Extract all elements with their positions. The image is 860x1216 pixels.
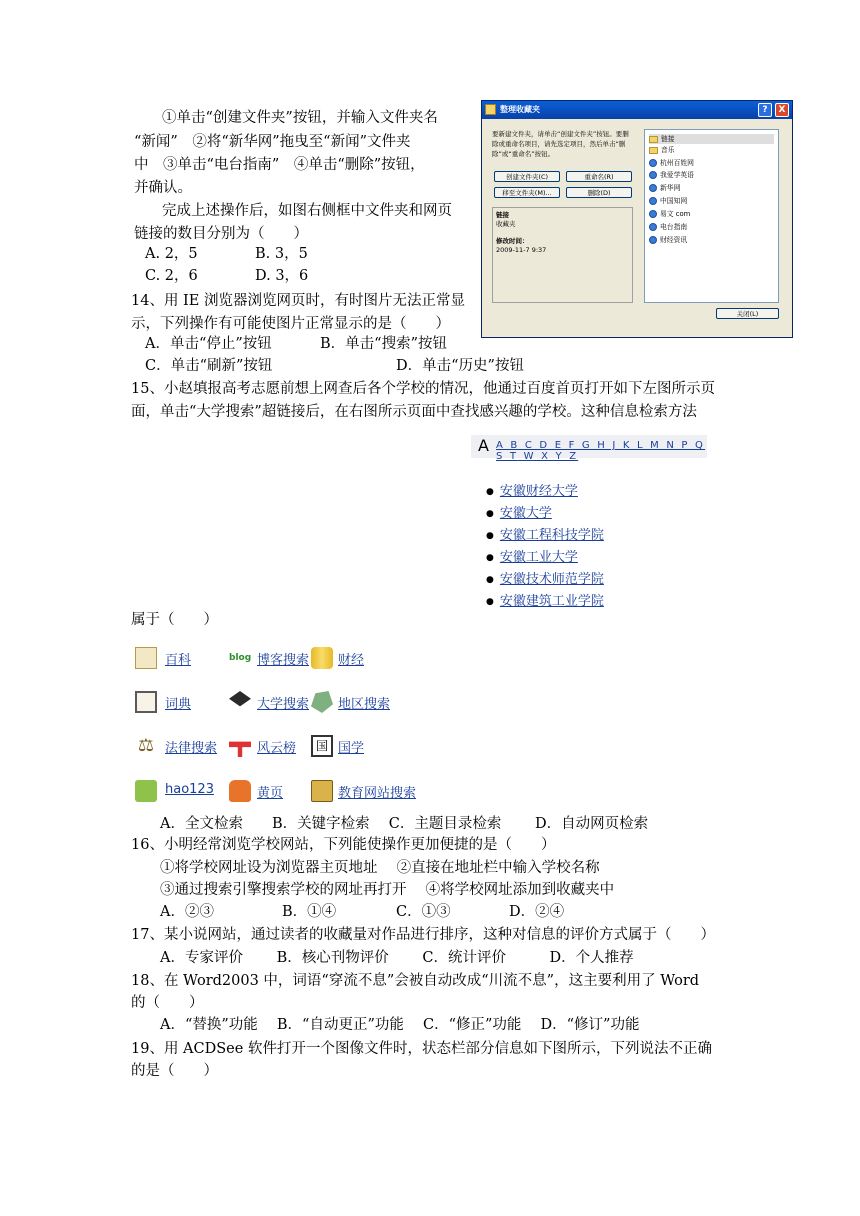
blog-icon: blog — [229, 653, 252, 663]
q13-line-1: ①单击“创建文件夹”按钮，并输入文件夹名 — [162, 110, 438, 126]
dialog-title-bar — [482, 101, 792, 119]
q17-options: A．专家评价 B．核心刊物评价 C．统计评价 D．个人推荐 — [160, 950, 634, 966]
folder-icon — [649, 147, 658, 154]
q18-stem-2: 的（ ） — [131, 995, 204, 1011]
q16-line-2: ③通过搜索引擎搜索学校的网址再打开 ④将学校网址添加到收藏夹中 — [160, 882, 615, 898]
folder-icon — [485, 104, 496, 115]
q16-option-d: D．②④ — [509, 904, 565, 920]
guoxue-icon: 国 — [311, 735, 333, 757]
alphabet-letter-links[interactable]: A B C D E F G H J K L M N P Q S T W X Y Z — [496, 440, 706, 462]
move-to-folder-button[interactable]: 移至文件夹(M)... — [494, 187, 560, 198]
university-link[interactable]: ● 安徽工程科技学院 — [486, 528, 604, 543]
coins-icon — [311, 647, 333, 669]
q13-line-4: 并确认。 — [134, 180, 192, 196]
q13-option-d: D. 3，6 — [255, 268, 309, 284]
favorites-list-item[interactable]: 链接 — [649, 134, 774, 144]
q19-stem-1: 19、用 ACDSee 软件打开一个图像文件时，状态栏部分信息如下图所示，下列说法不正确 — [131, 1041, 712, 1057]
encyclopedia-icon — [135, 647, 157, 669]
q18-stem-1: 18、在 Word2003 中，词语“穿流不息”会被自动改成“川流不息”，这主要利用了 Word — [131, 973, 700, 989]
favorites-list-item[interactable]: 音乐 — [649, 145, 675, 155]
q13-option-b: B. 3，5 — [255, 246, 308, 262]
q14-stem-1: 14、用 IE 浏览器浏览网页时，有时图片无法正常显 — [131, 293, 465, 309]
favorites-list-item[interactable]: 杭州百姓网 — [649, 158, 694, 168]
graduation-cap-icon — [229, 691, 251, 713]
q14-option-b: B．单击“搜索”按钮 — [320, 336, 447, 352]
q16-option-b: B．①④ — [282, 904, 337, 920]
q13-line-6: 链接的数目分别为（ ） — [134, 226, 308, 242]
open-book-icon — [135, 691, 157, 713]
create-folder-button[interactable]: 创建文件夹(C) — [494, 171, 560, 182]
help-button[interactable]: ? — [758, 103, 772, 117]
q13-line-3: 中 ③单击“电台指南” ④单击“删除”按钮， — [134, 157, 425, 173]
item-info-panel — [492, 207, 633, 303]
ie-link-icon — [649, 210, 657, 218]
university-link[interactable]: ● 安徽建筑工业学院 — [486, 594, 604, 609]
q16-option-a: A．②③ — [160, 904, 214, 920]
ie-link-icon — [649, 236, 657, 244]
close-window-button[interactable]: X — [775, 103, 789, 117]
organize-favorites-dialog — [481, 100, 793, 338]
info-modified: 2009-11-7 9:37 — [496, 246, 547, 254]
q17-stem: 17、某小说网站，通过读者的收藏量对作品进行排序，这种对信息的评价方式属于（ ） — [131, 927, 715, 943]
q16-line-1: ①将学校网址设为浏览器主页地址 ②直接在地址栏中输入学校名称 — [160, 860, 600, 876]
dialog-description: 要新建文件夹，请单击“创建文件夹”按钮。要删除或重命名项目，请先选定项目，然后单击“删除”或“重命名”按钮。 — [492, 130, 629, 158]
hao123-icon — [135, 780, 157, 802]
q15-stem-3: 属于（ ） — [131, 612, 218, 628]
folder-icon — [649, 136, 658, 143]
q14-stem-2: 示，下列操作有可能使图片正常显示的是（ ） — [131, 316, 450, 332]
q19-stem-2: 的是（ ） — [131, 1063, 218, 1079]
q13-option-a: A. 2，5 — [145, 246, 198, 262]
map-icon — [311, 691, 333, 713]
q15-stem-1: 15、小赵填报高考志愿前想上网查后各个学校的情况，他通过百度首页打开如下左图所示页 — [131, 381, 715, 397]
favorites-list-item[interactable]: 财经资讯 — [649, 235, 687, 245]
q14-option-d: D．单击“历史”按钮 — [396, 358, 524, 374]
q13-line-2: “新闻” ②将“新华网”拖曳至“新闻”文件夹 — [134, 134, 411, 150]
q13-line-5: 完成上述操作后，如图右侧框中文件夹和网页 — [162, 203, 452, 219]
info-modified-label: 修改时间： — [496, 237, 529, 245]
q16-stem: 16、小明经常浏览学校网站，下列能使操作更加便捷的是（ ） — [131, 837, 556, 853]
favorites-list[interactable] — [644, 129, 779, 303]
ie-link-icon — [649, 184, 657, 192]
university-link[interactable]: ● 安徽技术师范学院 — [486, 572, 604, 587]
ie-link-icon — [649, 197, 657, 205]
rename-button[interactable]: 重命名(R) — [566, 171, 632, 182]
info-type: 收藏夹 — [496, 220, 516, 228]
university-link[interactable]: ● 安徽工业大学 — [486, 550, 578, 565]
dialog-title: 整理收藏夹 — [500, 105, 540, 114]
q14-option-a: A．单击“停止”按钮 — [145, 336, 272, 352]
favorites-list-item[interactable]: 新华网 — [649, 183, 680, 193]
q14-option-c: C．单击“刷新”按钮 — [145, 358, 273, 374]
ie-link-icon — [649, 159, 657, 167]
favorites-list-item[interactable]: 中国知网 — [649, 196, 687, 206]
q15-options: A．全文检索 B．关键字检索 C．主题目录检索 D．自动网页检索 — [160, 816, 649, 832]
favorites-list-item[interactable]: 易文 com — [649, 209, 690, 219]
info-name: 链接 — [496, 211, 509, 219]
alphabet-current-letter: A — [478, 436, 489, 455]
telephone-icon — [229, 780, 251, 802]
close-button[interactable]: 关闭(L) — [716, 308, 779, 319]
alphabet-index-bar — [471, 435, 707, 462]
signpost-icon — [229, 735, 251, 757]
delete-button[interactable]: 删除(D) — [566, 187, 632, 198]
university-link[interactable]: ● 安徽大学 — [486, 506, 552, 521]
university-link[interactable]: ● 安徽财经大学 — [486, 484, 578, 499]
q18-options: A．“替换”功能 B．“自动更正”功能 C．“修正”功能 D．“修订”功能 — [160, 1017, 640, 1033]
clipboard-icon — [311, 780, 333, 802]
q16-option-c: C．①③ — [396, 904, 451, 920]
q13-option-c: C. 2，6 — [145, 268, 198, 284]
q15-stem-2: 面，单击“大学搜索”超链接后，在右图所示页面中查找感兴趣的学校。这种信息检索方法 — [131, 404, 697, 420]
ie-link-icon — [649, 171, 657, 179]
favorites-list-item[interactable]: 我爱学英语 — [649, 170, 694, 180]
favorites-list-item[interactable]: 电台指南 — [649, 222, 687, 232]
ie-link-icon — [649, 223, 657, 231]
scales-icon: ⚖ — [137, 735, 155, 756]
